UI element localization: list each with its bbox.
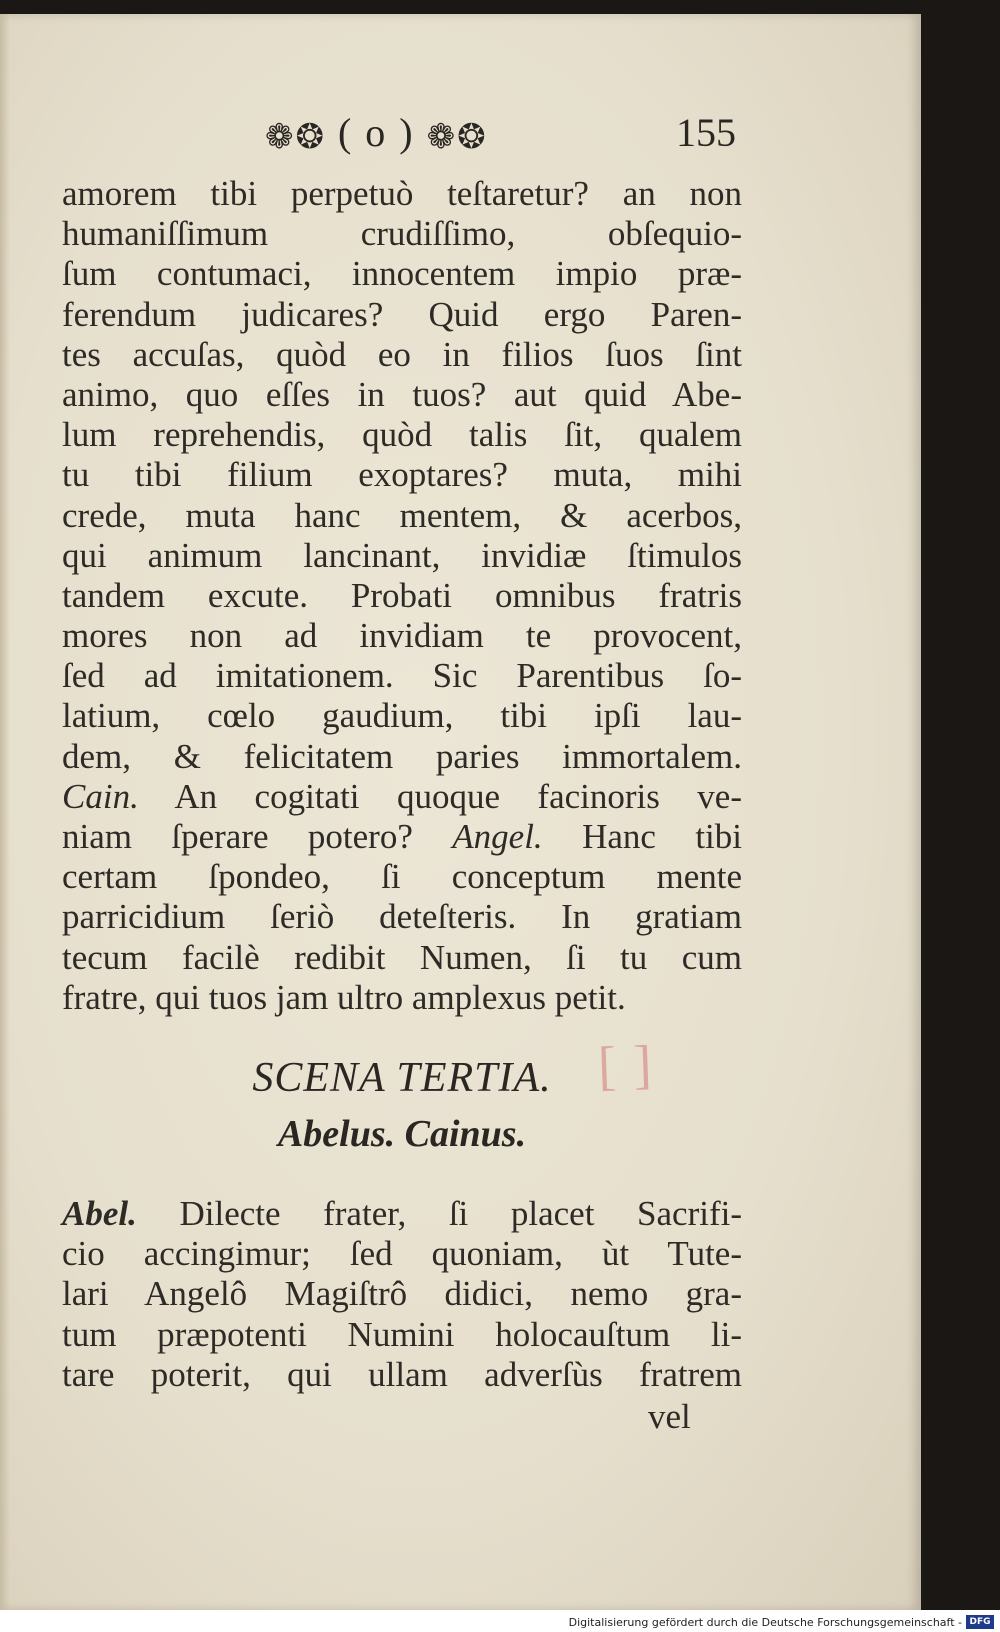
speaker-name: Angel. [452,817,543,856]
text-line: ferendum judicares? Quid ergo Paren- [62,294,742,334]
dialogue-line: tare poterit, qui ullam adverſùs fratrem [62,1354,742,1394]
header-center-text: ( o ) [337,110,415,155]
catchword: vel [648,1397,691,1436]
dialogue-line [62,1194,742,1234]
dialogue-text: Hanc tibi [542,817,742,856]
dialogue-text: Dilecte frater, ſi placet Sacrifi- [136,1194,742,1233]
dialogue-line: certam ſpondeo, ſi conceptum mente [62,857,742,897]
footer-credit: Digitalisierung gefördert durch die Deutsche Forschungsgemeinschaft - [568,1616,962,1629]
footer-bar [0,1610,1000,1632]
text-line: tu tibi filium exoptares? muta, mihi [62,455,742,495]
dialogue-line [62,777,742,817]
text-line: ſed ad imitationem. Sic Parentibus ſo- [62,656,742,696]
dialogue-line: tecum facilè redibit Numen, ſi tu cum [62,937,742,977]
text-line: dem, & felicitatem paries immortalem. [62,736,742,776]
book-page [0,14,921,1610]
text-line: mores non ad invidiam te provocent, [62,616,742,656]
header-title [265,109,488,157]
dialogue-line: lari Angelô Magiſtrô didici, nemo gra- [62,1274,742,1314]
dialogue-line: fratre, qui tuos jam ultro amplexus petit. [62,977,626,1017]
text-line: tandem excute. Probati omnibus fratris [62,575,742,615]
body-text-block [62,174,742,1018]
dialogue-line [62,817,742,857]
text-line: crede, muta hanc mentem, & acerbos, [62,495,742,535]
dfg-logo-icon: DFG [966,1615,994,1629]
dialogue-text: An cogitati quoque facinoris ve- [138,776,742,816]
text-line: humaniſſimum crudiſſimo, obſequio- [62,214,742,254]
scene-cast: Abelus. Cainus. [277,1113,527,1155]
text-line: animo, quo eſſes in tuos? aut quid Abe- [62,374,742,414]
scene-title: SCENA TERTIA. [252,1055,552,1101]
text-line: qui animum lancinant, invidiæ ſtimulos [62,535,742,575]
text-line: lum reprehendis, quòd talis ſit, qualem [62,415,742,455]
dialogue-line: tum præpotenti Numini holocauſtum li- [62,1314,742,1354]
scene-text-block [62,1194,742,1395]
dialogue-line: parricidium ſeriò deteſteris. In gratiam [62,897,742,937]
text-line: tes accuſas, quòd eo in filios ſuos ſint [62,334,742,374]
page-number: 155 [676,110,736,155]
text-line: ſum contumaci, innocentem impio præ- [62,254,742,294]
dialogue-line: cio accingimur; ſed quoniam, ùt Tute- [62,1234,742,1274]
right-ornament-icon: ❁❂ [426,118,488,156]
text-line: amorem tibi perpetuò teſtaretur? an non [62,174,742,213]
running-header [0,109,921,169]
speaker-name: Abel. [62,1194,137,1233]
page-edge-shadow [0,14,10,1610]
left-ornament-icon: ❁❂ [265,118,326,156]
dialogue-text: niam ſperare potero? [62,817,453,856]
speaker-name: Cain. [62,776,139,816]
text-line: latium, cœlo gaudium, tibi ipſi lau- [62,696,742,736]
library-stamp: [ ] [596,1034,655,1096]
